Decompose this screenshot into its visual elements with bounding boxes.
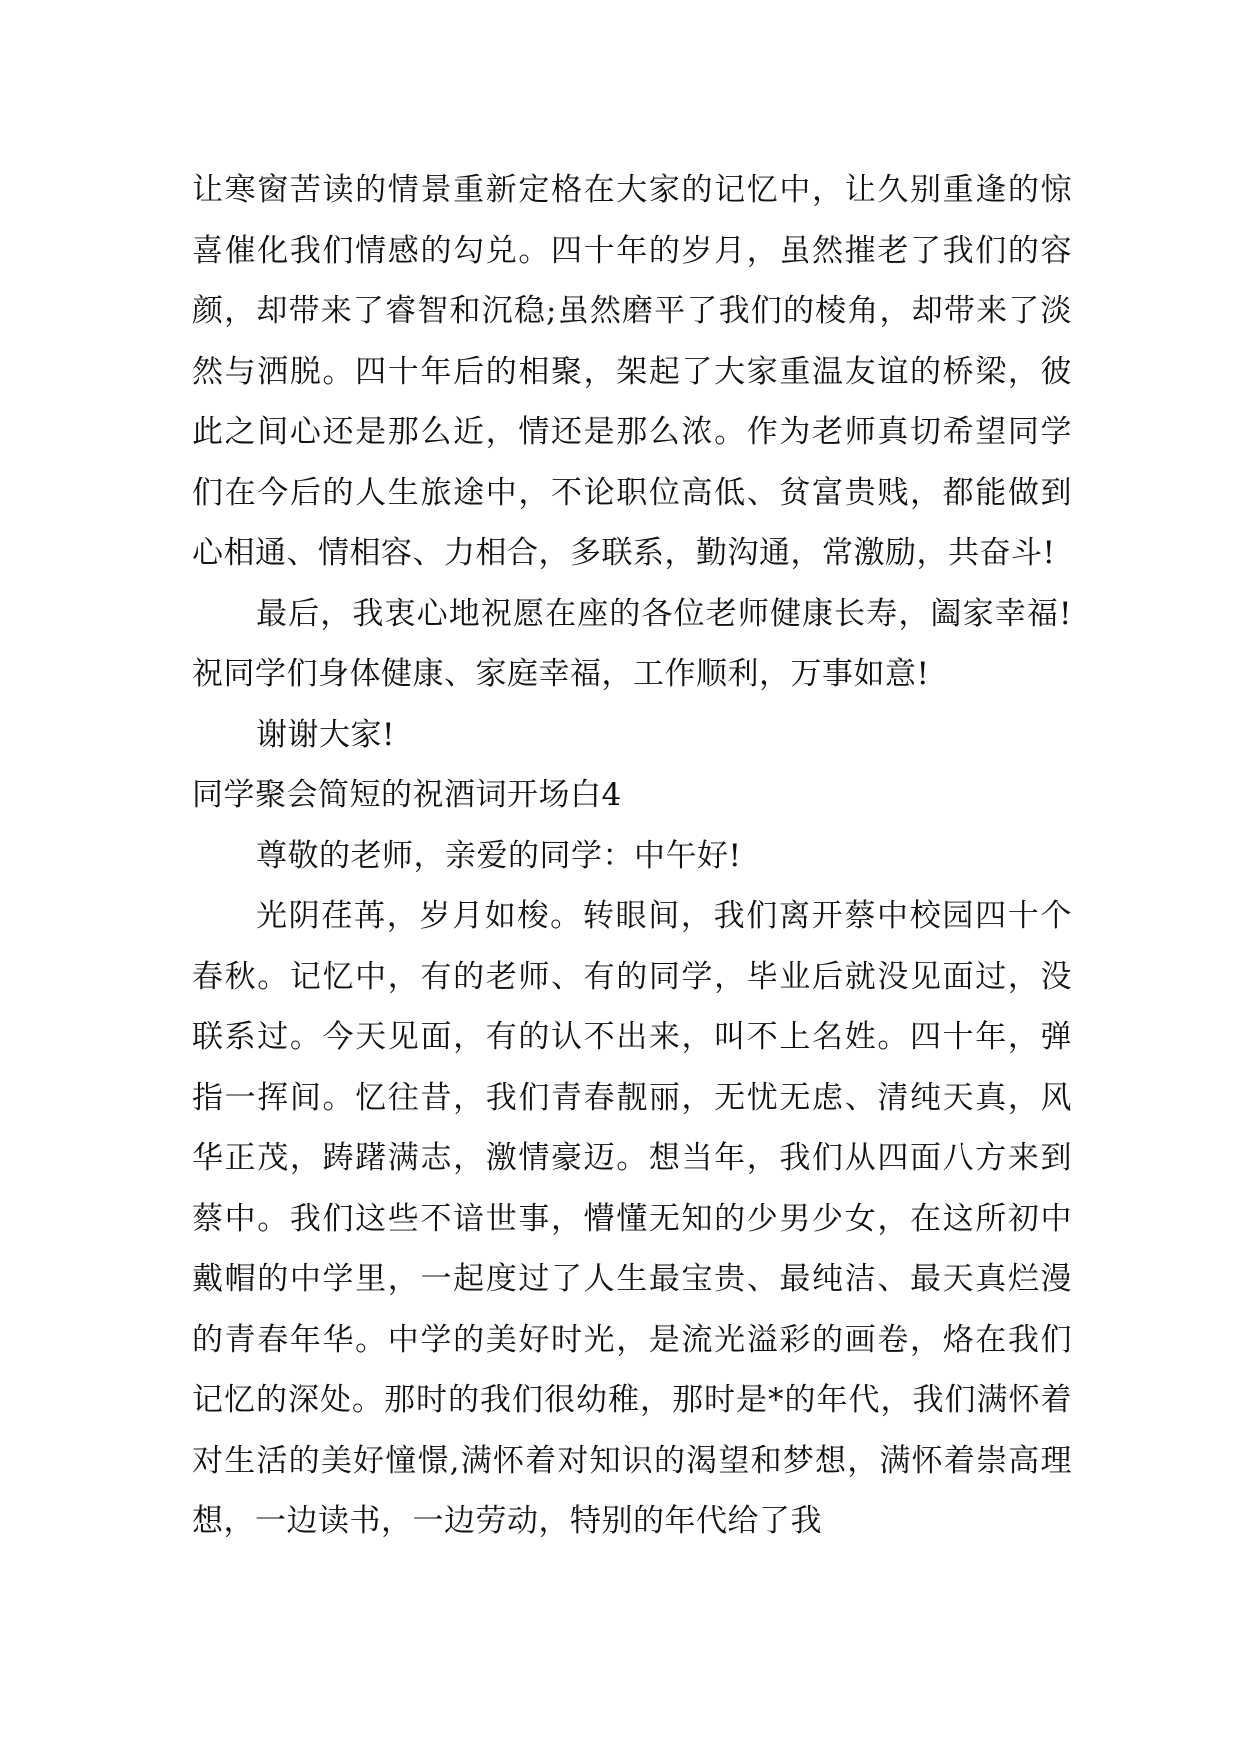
paragraph-thanks: 谢谢大家! — [256, 716, 395, 753]
paragraph-continuation: 让寒窗苦读的情景重新定格在大家的记忆中，让久别重逢的惊喜催化我们情感的勾兑。四十年的岁月，虽然摧老了我们的容颜，却带来了睿智和沉稳;虽然磨平了我们的棱角，却带来了淡然与洒脱。四十年后的相聚，架起了大家重温友谊的桥梁，彼此之间心还是那么近，情还是那么浓。作为老师真切希望同学们在今后的人生旅途中，不论职位高低、贫富贵贱，都能做到心相通、情相容、力相合，多联系，勤沟通，常激励，共奋斗! — [192, 172, 1072, 571]
paragraph-body: 光阴荏苒，岁月如梭。转眼间，我们离开蔡中校园四十个春秋。记忆中，有的老师、有的同学，毕业后就没见面过，没联系过。今天见面，有的认不出来，叫不上名姓。四十年，弹指一挥间。忆往昔，我们青春靓丽，无忧无虑、清纯天真，风华正茂，踌躇满志，激情豪迈。想当年，我们从四面八方来到蔡中。我们这些不谙世事，懵懂无知的少男少女，在这所初中戴帽的中学里，一起度过了人生最宝贵、最纯洁、最天真烂漫的青春年华。中学的美好时光，是流光溢彩的画卷，烙在我们记忆的深处。那时的我们很幼稚，那时是*的年代，我们满怀着对生活的美好憧憬,满怀着对知识的渴望和梦想，满怀着崇高理想，一边读书，一边劳动，特别的年代给了我 — [192, 898, 1072, 1539]
section-heading: 同学聚会简短的祝酒词开场白4 — [192, 777, 622, 813]
paragraph-wishes: 最后，我衷心地祝愿在座的各位老师健康长寿，阖家幸福!祝同学们身体健康、家庭幸福，工作顺利，万事如意! — [192, 595, 1072, 692]
document-body — [192, 160, 1072, 1552]
paragraph-greeting: 尊敬的老师，亲爱的同学：中午好! — [256, 837, 742, 874]
